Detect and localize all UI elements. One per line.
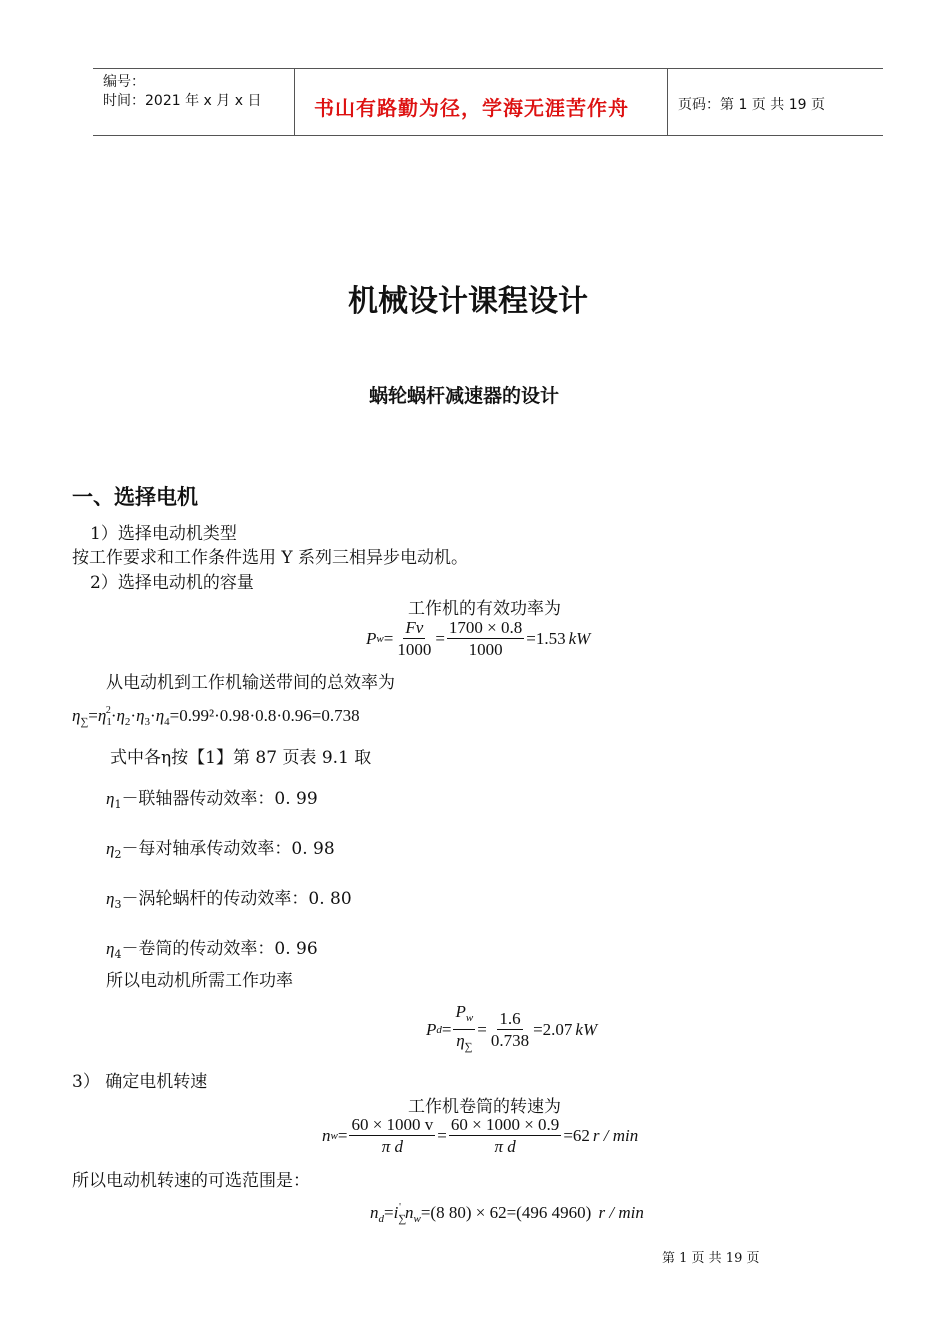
eta4-line: $\eta_4-$卷筒的传动效率：0. 96 bbox=[106, 939, 318, 961]
nd-unit: r / min bbox=[598, 1203, 644, 1222]
pd-fraction-1: $\frac{P_w}{\eta_\sum}$ bbox=[455, 1002, 474, 1053]
eta1-text: －联轴器传动效率：0. 99 bbox=[121, 789, 318, 809]
item3-title: 3） 确定电机转速 bbox=[72, 1072, 208, 1092]
pd-fraction-2 bbox=[489, 1008, 531, 1051]
eta-formula-values: =0.99²·0.98·0.8·0.96=0.738 bbox=[169, 706, 360, 725]
nw-frac2-num: 60 × 1000 × 0.9 bbox=[450, 1115, 560, 1134]
nd-equation: $n_d=i_\sum'$ $n_w=(8$ 80) × 62=(496 4960) r / min bbox=[370, 1202, 644, 1225]
eta3-text: －涡轮蜗杆的传动效率：0. 80 bbox=[121, 889, 352, 909]
nw-frac1-den: π d bbox=[381, 1137, 403, 1156]
nw-frac1-num: 60 × 1000 v bbox=[351, 1115, 434, 1134]
nd-intro: 所以电动机转速的可选范围是： bbox=[72, 1171, 310, 1191]
eta2-text: －每对轴承传动效率：0. 98 bbox=[121, 839, 335, 859]
pw-frac2-den: 1000 bbox=[468, 640, 503, 659]
pw-equation: P w = $\frac{Fv}{1000}$ = $\frac{1700 \times 0.8}{1000}$ = 1.53 kW bbox=[366, 618, 591, 659]
header-time-label: 时间：2021 年 x 月 x 日 bbox=[103, 93, 262, 109]
header-divider-right bbox=[667, 68, 668, 136]
pd-equation: P d = $\frac{P_w}{\eta_\sum}$ = $\frac{1.6}{0.738}$ = 2.07 kW bbox=[426, 1001, 597, 1058]
header-page-label: 页码：第 1 页 共 19 页 bbox=[678, 97, 825, 113]
eff-intro: 从电动机到工作机输送带间的总效率为 bbox=[106, 673, 395, 693]
pd-unit: kW bbox=[575, 1019, 598, 1039]
eta-note: 式中各η按【1】第 87 页表 9.1 取 bbox=[110, 748, 372, 768]
nw-fraction-2 bbox=[449, 1114, 561, 1157]
pw-fraction-1 bbox=[395, 617, 433, 660]
nw-equation: n w = $\frac{60 \times 1000 v}{\text{π d}}$ = $\frac{60 \times 1000 \times 0.9}{\text{π d}}$ = 62 r / min bbox=[322, 1115, 639, 1156]
pw-frac2-num: 1700 × 0.8 bbox=[448, 618, 523, 637]
header-divider-left bbox=[294, 68, 295, 136]
header-motto: 书山有路勤为径，学海无涯苦作舟 bbox=[314, 96, 629, 120]
eta1-line: $\eta_1-$联轴器传动效率：0. 99 bbox=[106, 789, 318, 811]
eta-sum-symbol: η bbox=[72, 706, 81, 725]
eta4-text: －卷筒的传动效率：0. 96 bbox=[121, 939, 318, 959]
pw-lhs-sub: w bbox=[376, 632, 384, 645]
nd-mid: =(8 80) × 62=(496 4960) bbox=[420, 1203, 592, 1222]
nw-fraction-1 bbox=[349, 1114, 435, 1157]
pw-result: 1.53 bbox=[535, 628, 566, 648]
document-title: 机械设计课程设计 bbox=[348, 284, 588, 319]
eta2-line: $\eta_2-$每对轴承传动效率：0. 98 bbox=[106, 839, 335, 861]
item1-text: 按工作要求和工作条件选用 Y 系列三相异步电动机。 bbox=[72, 548, 469, 568]
nw-result: 62 bbox=[572, 1125, 590, 1145]
pd-intro: 所以电动机所需工作功率 bbox=[106, 971, 293, 991]
pd-frac-den: 0.738 bbox=[490, 1031, 530, 1050]
page-footer: 第 1 页 共 19 页 bbox=[662, 1251, 760, 1266]
nw-intro: 工作机卷筒的转速为 bbox=[408, 1097, 561, 1117]
pw-unit: kW bbox=[568, 628, 591, 648]
section-heading: 一、选择电机 bbox=[72, 485, 198, 509]
pw-lhs: P bbox=[366, 628, 377, 648]
nw-unit: r / min bbox=[592, 1125, 639, 1145]
header-top-rule bbox=[93, 68, 883, 69]
pd-result: 2.07 bbox=[542, 1019, 573, 1039]
header-bottom-rule bbox=[93, 135, 883, 136]
nw-frac2-den: π d bbox=[494, 1137, 516, 1156]
document-subtitle: 蜗轮蜗杆减速器的设计 bbox=[369, 385, 560, 407]
pw-fraction-2 bbox=[447, 617, 524, 660]
pw-frac1-num: Fv bbox=[405, 618, 424, 637]
header-number-label: 编号： bbox=[103, 74, 145, 90]
item2-title: 2）选择电动机的容量 bbox=[90, 573, 254, 593]
eta-equation: $\eta_\sum=\eta_1^2\cdot\eta_2\cdot\eta_3\cdot\eta_4=0.99^2\cdot 0.98\cdot 0.8\cdot 0.96=0.738$ bbox=[72, 705, 360, 728]
pw-frac1-den: 1000 bbox=[397, 640, 432, 659]
pw-intro: 工作机的有效功率为 bbox=[408, 599, 561, 619]
pd-frac-num: 1.6 bbox=[499, 1009, 521, 1028]
item1-title: 1）选择电动机类型 bbox=[90, 524, 237, 544]
eta3-line: $\eta_3-$涡轮蜗杆的传动效率：0. 80 bbox=[106, 889, 352, 911]
